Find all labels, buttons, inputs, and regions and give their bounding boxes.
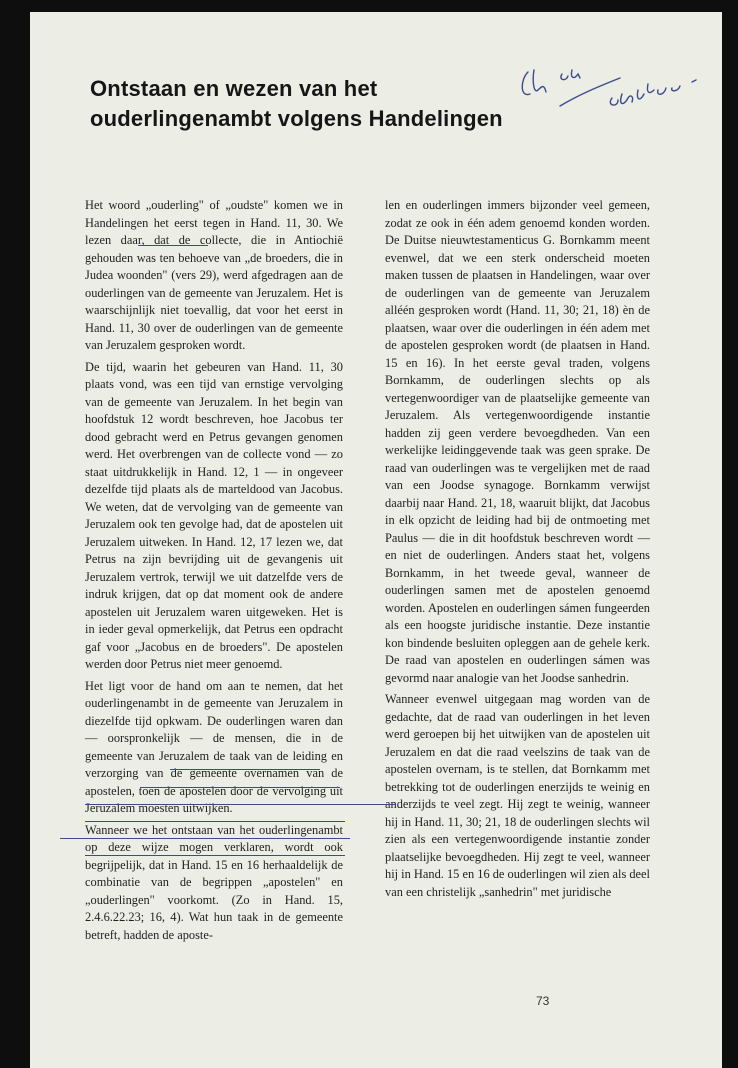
right-column <box>385 197 650 905</box>
paragraph: Wanneer we het ontstaan van het ouderlingenambt op deze wijze mogen verklaren, wordt ook begrijpelijk, dat in Hand. 15 en 16 herhaaldelijk de combinatie van de begrippen „apostelen" en „ouderlingen" voorkomt. (Zo in Hand. 15, 2.4.6.22.23; 16, 4). Wat hun taak in de gemeente betreft, hadden de aposte- <box>85 822 343 942</box>
document-page <box>30 12 722 1068</box>
title-line-2: ouderlingenambt volgens Handelingen <box>90 106 503 131</box>
pen-underline <box>138 245 208 246</box>
left-column <box>85 197 343 948</box>
pen-underline <box>85 855 345 856</box>
paragraph: Het ligt voor de hand om aan te nemen, dat het ouderlingenambt in de gemeente van Jeruzalem in diezelfde tijd opkwam. De ouderlingen waren dan — oorspronkelijk — de mensen, die in de gemeente van Jeruzalem de taak van de leiding en verzorging van de gemeente overnamen van de apostelen, toen de apostelen door de vervolging uit Jeruzalem moesten uitwijken. <box>85 678 343 815</box>
title-line-1: Ontstaan en wezen van het <box>90 76 378 101</box>
page-number: 73 <box>536 994 550 1008</box>
pen-underline <box>170 769 320 770</box>
pen-underline <box>85 821 345 822</box>
handwritten-annotation <box>500 50 720 140</box>
paragraph: len en ouderlingen immers bijzonder veel gemeen, zodat ze ook in één adem genoemd konden worden. De Duitse nieuwtestamenticus G. Bornkamm meent evenwel, dat we een sterk onderscheid moeten maken tussen de plaatsen in Handelingen, waar over de ouderlingen van de gemeente van Jeruzalem alléén gesproken wordt (Hand. 11, 30; 21, 18) èn de plaatsen, waar over die ouderlingen in één adem met de apostelen gesproken wordt (de plaatsen in Hand. 15 en 16). In het eerste geval traden, volgens Bornkamm, de ouderlingen slechts op als vertegenwoordiger van de plaatselijke gemeente van Jeruzalem. Als vertegenwoordigende instantie hadden zij geen verdere bevoegdheden. Van een werkelijke leidinggevende taak was geen sprake. De raad van ouderlingen was te vergelijken met de raad van een Joodse synagoge. Bornkamm verwijst daarbij naar Hand. 21, 18, waaruit blijkt, dat Jacobus in elk opzicht de leiding had bij de ontmoeting met Paulus — die in dit hoofdstuk beschreven wordt — en niet de ouderlingen. Anders staat het, volgens Bornkamm, in het tweede geval, wanneer de ouderlingen samen met de apostelen genoemd worden. Apostelen en ouderlingen sámen fungeerden als een hoogste juridische instantie. Deze instantie kon bindende besluiten opleggen aan de gehele kerk. De raad van apostelen en ouderlingen sámen was gevormd naar analogie van het Joodse sanhedrin. <box>385 198 650 685</box>
paragraph: De tijd, waarin het gebeuren van Hand. 11, 30 plaats vond, was een tijd van ernstige vervolging van de gemeente van Jeruzalem. In het begin van hoofdstuk 12 wordt beschreven, hoe Jacobus ter dood gebracht werd en Petrus gevangen genomen werd. Het overbrengen van de collecte vond — zo staat uitdrukkelijk in Hand. 12, 1 — in ongeveer dezelfde tijd plaats als de marteldood van Jacobus. We weten, dat de vervolging van de gemeente van Jeruzalem ook ten gevolge had, dat de apostelen uit Jeruzalem uitweken. In Hand. 12, 17 lezen we, dat Petrus na zijn bevrijding uit de gevangenis uit Jeruzalem vertrok, terwijl we uit datzelfde vers de indruk krijgen, dat op dat moment ook de andere apostelen uit Jeruzalem waren uitgeweken. Het is in ieder geval opmerkelijk, dat Petrus een opdracht gaf voor „Jacobus en de broeders". De apostelen werden door Petrus niet meer genoemd. <box>85 359 343 671</box>
pen-underline <box>140 787 340 788</box>
paragraph: Het woord „ouderling" of „oudste" komen we in Handelingen het eerst tegen in Hand. 11, 30. We lezen daar, dat de collecte, die in Antiochië gehouden was ten behoeve van „de broeders, die in Judea woonden" (vers 29), werd afgedragen aan de ouderlingen van de gemeente van Jeruzalem. Het is waarschijnlijk niet toevallig, dat voor het eerst in Hand. 11, 30 over de ouderlingen van de gemeente van Jeruzalem gesproken wordt. <box>85 198 343 352</box>
pen-underline <box>85 804 395 805</box>
pen-underline <box>60 838 350 839</box>
paragraph: Wanneer evenwel uitgegaan mag worden van de gedachte, dat de raad van ouderlingen in het leven werd geroepen bij het uitwijken van de apostelen uit Jeruzalem en dat die raad veelszins de taak van de apostelen overnam, is te stellen, dat Bornkamm met betrekking tot de ouderlingen enerzijds te weinig en anderzijds te veel zegt. Hij zegt te weinig, wanneer hij in Hand. 11, 30; 21, 18 de ouderlingen slechts wil zien als een vertegenwoordigende instantie zonder plaatselijke bevoegdheden. Hij zegt te veel, wanneer hij in Hand. 15 en 16 de ouderlingen wil zien als deel van een christelijk „sanhedrin" met juridische <box>385 692 650 899</box>
